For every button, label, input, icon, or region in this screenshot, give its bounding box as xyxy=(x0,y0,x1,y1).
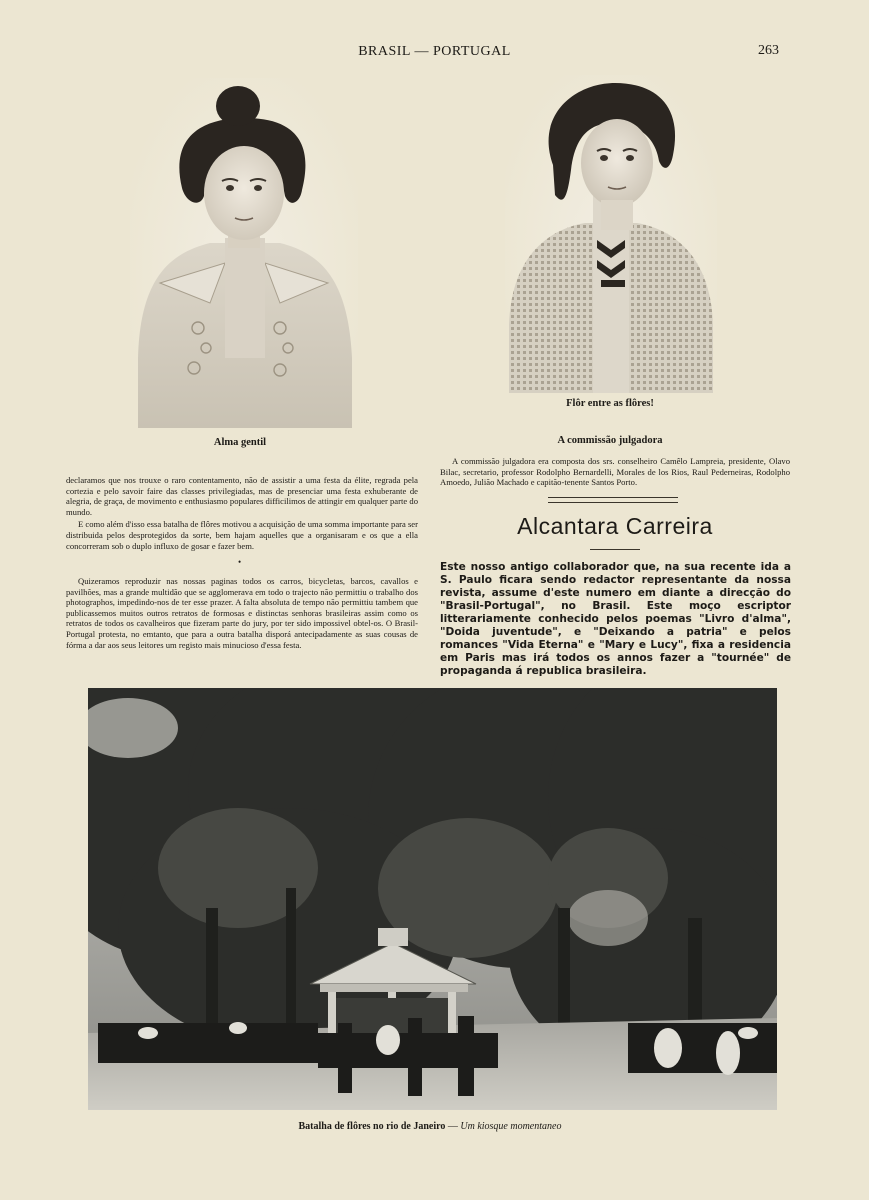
portrait-right-caption: Flôr entre as flôres! xyxy=(566,398,654,409)
photo-caption-sub: Um kiosque momentaneo xyxy=(460,1121,562,1132)
portrait-flor-entre-as-flores xyxy=(505,75,717,393)
section-title-commissao: A commissão julgadora xyxy=(557,435,663,446)
rule-under-headline xyxy=(590,549,640,550)
rule-top-2 xyxy=(548,502,678,503)
photo-caption-main: Batalha de flôres no rio de Janeiro xyxy=(298,1121,446,1132)
photo-kiosque xyxy=(88,688,777,1110)
paragraph-festa: declaramos que nos trouxe o raro contentamento, não de assistir a uma festa da élite, regrada pela cortezia e pelo savoir faire das classes privilegiadas, mas de presenciar uma festa exhuberante de alegria, de graça, de movimento e enthusiasmo populares difficilimos de attingir em qualquer parte do mundo. xyxy=(66,475,418,517)
paragraph-batalha: E como além d'isso essa batalha de flôres motivou a acquisição de uma somma importante para ser distribuida pelos desprotegidos da sorte, bem hajam aquelles que a organisaram e os que a ella concorreram sob o duplo influxo de gosar e fazer bem. xyxy=(66,519,418,551)
paragraph-quizeramos: Quizeramos reproduzir nas nossas paginas todos os carros, bicycletas, barcos, cavallos e pavilhões, mas a grande multidão que se agglomerava em todo o trajecto não permittiu o trabalho dos photographos, impedindo-nos de ter esse prazer. A falta absoluta de tempo não permittiu tambem que publicassemos muitos outros retratos de formosas e distinctas senhoras brasileiras assim como os retratos de todos os cavalheiros que fizeram parte do jury, por ter sido impossivel obtel-os. O Brasil-Portugal protesta, no emtanto, que para a outra batalha disporá antecipadamente as suas cousas de fórma a dar aos seus leitores um registo mais minucioso d'essa festa. xyxy=(66,576,418,650)
left-column-text-2 xyxy=(66,576,418,652)
running-head: BRASIL — PORTUGAL xyxy=(358,44,511,59)
portrait-left-caption: Alma gentil xyxy=(213,437,267,448)
article-body: Este nosso antigo collaborador que, na sua recente ida a S. Paulo ficara sendo redactor representante da nossa revista, assume d'este numero em diante a direcção do "Brasil-Portugal", no Brasil. Este moço escriptor litterariamente conhecido pelos poemas "Livro d'alma", "Doida juventude", e "Deixando a patria" e pelos romances "Vida Eterna" e "Mary e Lucy", fixa a residencia em Paris mas irá todos os annos fazer a "tournée" de propaganda á republica brasileira. xyxy=(440,561,791,677)
portrait-right-illustration xyxy=(505,75,717,393)
left-column-text xyxy=(66,475,418,553)
section-separator: • xyxy=(238,557,242,567)
rule-top-1 xyxy=(548,497,614,498)
portrait-alma-gentil xyxy=(130,78,358,428)
article-headline: Alcantara Carreira xyxy=(517,513,713,539)
commissao-text xyxy=(440,456,790,490)
photo-illustration xyxy=(88,688,777,1110)
photo-caption xyxy=(160,1121,700,1132)
portrait-left-illustration xyxy=(130,78,358,428)
photo-caption-dash: — xyxy=(445,1121,461,1132)
rule-top-3 xyxy=(614,497,678,498)
paragraph-commissao: A commissão julgadora era composta dos srs. conselheiro Camêlo Lampreia, presidente, Olavo Bilac, secretario, professor Rodolpho Bernardelli, Morales de los Rios, Raul Pederneiras, Rodolpho Amoedo, Julião Machado e capitão-tenente Santos Porto. xyxy=(440,456,790,488)
page-number: 263 xyxy=(758,43,779,58)
